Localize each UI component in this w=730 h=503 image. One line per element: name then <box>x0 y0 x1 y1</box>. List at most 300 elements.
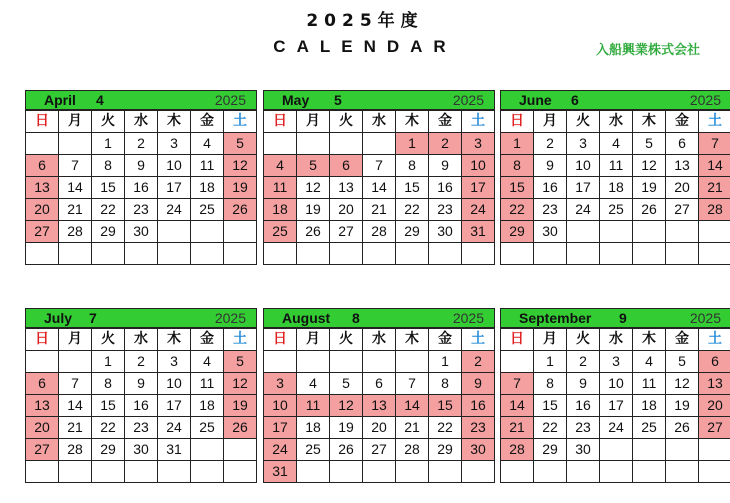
day-cell: 14 <box>59 177 92 199</box>
day-cell: 6 <box>363 373 396 395</box>
week-row <box>264 177 495 199</box>
day-cell: 23 <box>429 199 462 221</box>
day-cell: 16 <box>125 177 158 199</box>
weekday-label: 金 <box>666 111 699 133</box>
day-cell: 27 <box>330 221 363 243</box>
day-cell: 26 <box>633 199 666 221</box>
day-cell: 20 <box>26 417 59 439</box>
day-cell: 3 <box>600 351 633 373</box>
weekday-label: 土 <box>699 329 730 351</box>
month-name: September <box>519 310 592 326</box>
day-cell: 29 <box>396 221 429 243</box>
day-cell: 17 <box>600 395 633 417</box>
weekday-row <box>501 329 730 351</box>
empty-cell <box>158 221 191 243</box>
day-cell: 7 <box>699 133 730 155</box>
month-header <box>263 90 495 110</box>
day-cell: 26 <box>224 199 257 221</box>
day-cell: 1 <box>92 133 125 155</box>
day-cell: 21 <box>501 417 534 439</box>
empty-cell <box>666 461 699 483</box>
day-cell: 15 <box>92 177 125 199</box>
day-cell: 30 <box>462 439 495 461</box>
weekday-label: 火 <box>567 111 600 133</box>
company-name: 入船興業株式会社 <box>595 43 700 58</box>
empty-cell <box>191 221 224 243</box>
weekday-label: 水 <box>600 111 633 133</box>
day-cell: 5 <box>666 351 699 373</box>
day-cell: 26 <box>666 417 699 439</box>
empty-cell <box>633 221 666 243</box>
week-row <box>501 417 730 439</box>
day-cell: 3 <box>462 133 495 155</box>
empty-cell <box>396 461 429 483</box>
empty-cell <box>264 351 297 373</box>
day-cell: 29 <box>429 439 462 461</box>
empty-cell <box>462 461 495 483</box>
weekday-label: 火 <box>330 111 363 133</box>
week-row <box>26 133 257 155</box>
weekday-label: 土 <box>699 111 730 133</box>
weekday-label: 木 <box>396 329 429 351</box>
month-grid <box>500 110 730 265</box>
week-row <box>501 243 730 265</box>
week-row <box>501 351 730 373</box>
day-cell: 9 <box>462 373 495 395</box>
day-cell: 2 <box>567 351 600 373</box>
day-cell: 5 <box>633 133 666 155</box>
week-row <box>26 395 257 417</box>
week-row <box>26 417 257 439</box>
day-cell: 24 <box>567 199 600 221</box>
day-cell: 23 <box>125 199 158 221</box>
week-row <box>264 417 495 439</box>
week-row <box>26 461 257 483</box>
day-cell: 14 <box>363 177 396 199</box>
day-cell: 18 <box>191 395 224 417</box>
day-cell: 30 <box>534 221 567 243</box>
month-august <box>263 308 495 483</box>
day-cell: 13 <box>666 155 699 177</box>
weekday-label: 金 <box>429 111 462 133</box>
day-cell: 29 <box>534 439 567 461</box>
day-cell: 3 <box>567 133 600 155</box>
day-cell: 19 <box>633 177 666 199</box>
day-cell: 16 <box>534 177 567 199</box>
day-cell: 28 <box>59 221 92 243</box>
week-row <box>501 395 730 417</box>
day-cell: 9 <box>125 155 158 177</box>
day-cell: 12 <box>633 155 666 177</box>
empty-cell <box>429 243 462 265</box>
empty-cell <box>600 221 633 243</box>
day-cell: 23 <box>534 199 567 221</box>
empty-cell <box>501 351 534 373</box>
day-cell: 22 <box>396 199 429 221</box>
empty-cell <box>501 461 534 483</box>
day-cell: 27 <box>26 221 59 243</box>
empty-cell <box>666 243 699 265</box>
day-cell: 19 <box>330 417 363 439</box>
weekday-label: 火 <box>92 329 125 351</box>
empty-cell <box>330 133 363 155</box>
weekday-label: 木 <box>158 329 191 351</box>
day-cell: 29 <box>92 221 125 243</box>
day-cell: 24 <box>158 417 191 439</box>
day-cell: 12 <box>224 373 257 395</box>
day-cell: 19 <box>224 177 257 199</box>
day-cell: 24 <box>462 199 495 221</box>
month-grid <box>500 328 730 483</box>
day-cell: 13 <box>699 373 730 395</box>
day-cell: 18 <box>633 395 666 417</box>
week-row <box>501 221 730 243</box>
day-cell: 15 <box>92 395 125 417</box>
weekday-label: 月 <box>534 329 567 351</box>
day-cell: 27 <box>26 439 59 461</box>
day-cell: 16 <box>462 395 495 417</box>
day-cell: 2 <box>125 351 158 373</box>
empty-cell <box>666 439 699 461</box>
day-cell: 28 <box>501 439 534 461</box>
month-number: 9 <box>619 310 627 326</box>
day-cell: 21 <box>699 177 730 199</box>
month-year: 2025 <box>689 92 721 108</box>
week-row <box>264 221 495 243</box>
empty-cell <box>567 221 600 243</box>
day-cell: 14 <box>396 395 429 417</box>
month-july <box>25 308 257 483</box>
empty-cell <box>363 133 396 155</box>
day-cell: 3 <box>158 133 191 155</box>
day-cell: 21 <box>59 199 92 221</box>
day-cell: 20 <box>330 199 363 221</box>
day-cell: 7 <box>59 373 92 395</box>
day-cell: 11 <box>191 155 224 177</box>
day-cell: 23 <box>125 417 158 439</box>
empty-cell <box>125 243 158 265</box>
empty-cell <box>59 351 92 373</box>
weekday-label: 日 <box>264 111 297 133</box>
weekday-label: 木 <box>633 329 666 351</box>
day-cell: 12 <box>297 177 330 199</box>
empty-cell <box>92 243 125 265</box>
weekday-label: 水 <box>363 329 396 351</box>
day-cell: 8 <box>429 373 462 395</box>
day-cell: 25 <box>297 439 330 461</box>
day-cell: 15 <box>429 395 462 417</box>
day-cell: 21 <box>396 417 429 439</box>
day-cell: 16 <box>429 177 462 199</box>
day-cell: 11 <box>264 177 297 199</box>
empty-cell <box>600 461 633 483</box>
week-row <box>26 243 257 265</box>
day-cell: 4 <box>264 155 297 177</box>
day-cell: 31 <box>264 461 297 483</box>
day-cell: 28 <box>699 199 730 221</box>
month-header <box>25 90 257 110</box>
day-cell: 23 <box>567 417 600 439</box>
day-cell: 18 <box>191 177 224 199</box>
day-cell: 25 <box>600 199 633 221</box>
day-cell: 26 <box>330 439 363 461</box>
day-cell: 22 <box>534 417 567 439</box>
day-cell: 1 <box>92 351 125 373</box>
month-june <box>500 90 730 265</box>
month-number: 6 <box>571 92 579 108</box>
day-cell: 5 <box>330 373 363 395</box>
month-header <box>500 90 730 110</box>
day-cell: 26 <box>224 417 257 439</box>
day-cell: 28 <box>396 439 429 461</box>
week-row <box>501 133 730 155</box>
day-cell: 26 <box>297 221 330 243</box>
day-cell: 17 <box>462 177 495 199</box>
weekday-label: 水 <box>125 111 158 133</box>
day-cell: 20 <box>26 199 59 221</box>
week-row <box>264 461 495 483</box>
day-cell: 10 <box>462 155 495 177</box>
day-cell: 23 <box>462 417 495 439</box>
day-cell: 14 <box>699 155 730 177</box>
month-name: June <box>519 92 552 108</box>
day-cell: 5 <box>224 351 257 373</box>
day-cell: 1 <box>396 133 429 155</box>
day-cell: 1 <box>534 351 567 373</box>
day-cell: 30 <box>567 439 600 461</box>
day-cell: 27 <box>363 439 396 461</box>
day-cell: 30 <box>125 439 158 461</box>
empty-cell <box>633 461 666 483</box>
empty-cell <box>429 461 462 483</box>
weekday-label: 月 <box>297 111 330 133</box>
month-year: 2025 <box>214 310 246 326</box>
day-cell: 13 <box>363 395 396 417</box>
day-cell: 22 <box>501 199 534 221</box>
day-cell: 24 <box>600 417 633 439</box>
day-cell: 10 <box>264 395 297 417</box>
empty-cell <box>26 351 59 373</box>
weekday-label: 木 <box>633 111 666 133</box>
week-row <box>264 351 495 373</box>
empty-cell <box>396 351 429 373</box>
month-header <box>25 308 257 328</box>
day-cell: 7 <box>363 155 396 177</box>
day-cell: 7 <box>501 373 534 395</box>
month-year: 2025 <box>214 92 246 108</box>
week-row <box>264 439 495 461</box>
day-cell: 25 <box>264 221 297 243</box>
weekday-row <box>264 329 495 351</box>
day-cell: 30 <box>429 221 462 243</box>
empty-cell <box>699 439 730 461</box>
day-cell: 1 <box>429 351 462 373</box>
month-number: 7 <box>89 310 97 326</box>
weekday-label: 日 <box>501 111 534 133</box>
empty-cell <box>264 243 297 265</box>
empty-cell <box>297 133 330 155</box>
empty-cell <box>59 461 92 483</box>
weekday-label: 月 <box>297 329 330 351</box>
day-cell: 17 <box>158 177 191 199</box>
day-cell: 22 <box>92 417 125 439</box>
day-cell: 14 <box>59 395 92 417</box>
day-cell: 12 <box>224 155 257 177</box>
empty-cell <box>158 461 191 483</box>
day-cell: 27 <box>699 417 730 439</box>
empty-cell <box>224 439 257 461</box>
day-cell: 3 <box>264 373 297 395</box>
week-row <box>26 199 257 221</box>
week-row <box>501 439 730 461</box>
empty-cell <box>699 221 730 243</box>
weekday-label: 金 <box>191 329 224 351</box>
weekday-label: 水 <box>363 111 396 133</box>
day-cell: 8 <box>396 155 429 177</box>
empty-cell <box>363 461 396 483</box>
empty-cell <box>600 439 633 461</box>
day-cell: 1 <box>501 133 534 155</box>
empty-cell <box>297 461 330 483</box>
weekday-label: 日 <box>26 111 59 133</box>
month-name: April <box>44 92 76 108</box>
day-cell: 4 <box>191 133 224 155</box>
day-cell: 29 <box>501 221 534 243</box>
day-cell: 28 <box>59 439 92 461</box>
empty-cell <box>363 243 396 265</box>
day-cell: 21 <box>59 417 92 439</box>
day-cell: 27 <box>666 199 699 221</box>
month-name: May <box>282 92 310 108</box>
empty-cell <box>633 243 666 265</box>
empty-cell <box>462 243 495 265</box>
day-cell: 12 <box>330 395 363 417</box>
day-cell: 31 <box>462 221 495 243</box>
day-cell: 16 <box>125 395 158 417</box>
day-cell: 10 <box>158 155 191 177</box>
day-cell: 6 <box>26 155 59 177</box>
day-cell: 9 <box>429 155 462 177</box>
day-cell: 17 <box>567 177 600 199</box>
day-cell: 20 <box>363 417 396 439</box>
week-row <box>501 199 730 221</box>
day-cell: 10 <box>600 373 633 395</box>
day-cell: 8 <box>501 155 534 177</box>
week-row <box>501 461 730 483</box>
day-cell: 20 <box>666 177 699 199</box>
day-cell: 22 <box>429 417 462 439</box>
empty-cell <box>330 351 363 373</box>
empty-cell <box>92 461 125 483</box>
empty-cell <box>501 243 534 265</box>
day-cell: 11 <box>600 155 633 177</box>
empty-cell <box>666 221 699 243</box>
week-row <box>26 373 257 395</box>
empty-cell <box>699 243 730 265</box>
day-cell: 4 <box>633 351 666 373</box>
empty-cell <box>191 243 224 265</box>
day-cell: 19 <box>224 395 257 417</box>
empty-cell <box>567 461 600 483</box>
week-row <box>501 155 730 177</box>
year-title: 2025年度 <box>306 11 424 31</box>
day-cell: 2 <box>429 133 462 155</box>
weekday-label: 水 <box>125 329 158 351</box>
empty-cell <box>699 461 730 483</box>
month-header <box>263 308 495 328</box>
day-cell: 8 <box>92 155 125 177</box>
weekday-label: 火 <box>567 329 600 351</box>
empty-cell <box>633 439 666 461</box>
day-cell: 17 <box>158 395 191 417</box>
weekday-label: 金 <box>429 329 462 351</box>
day-cell: 15 <box>396 177 429 199</box>
weekday-label: 木 <box>158 111 191 133</box>
weekday-label: 月 <box>59 329 92 351</box>
day-cell: 6 <box>330 155 363 177</box>
weekday-label: 金 <box>191 111 224 133</box>
empty-cell <box>224 243 257 265</box>
day-cell: 13 <box>26 395 59 417</box>
day-cell: 15 <box>534 395 567 417</box>
empty-cell <box>26 461 59 483</box>
empty-cell <box>26 133 59 155</box>
month-grid <box>263 110 495 265</box>
empty-cell <box>264 133 297 155</box>
week-row <box>264 155 495 177</box>
month-grid <box>25 328 257 483</box>
day-cell: 8 <box>534 373 567 395</box>
day-cell: 18 <box>297 417 330 439</box>
week-row <box>26 155 257 177</box>
day-cell: 18 <box>600 177 633 199</box>
empty-cell <box>191 461 224 483</box>
month-number: 4 <box>96 92 104 108</box>
weekday-label: 月 <box>534 111 567 133</box>
day-cell: 2 <box>534 133 567 155</box>
weekday-label: 火 <box>330 329 363 351</box>
weekday-label: 木 <box>396 111 429 133</box>
month-grid <box>25 110 257 265</box>
empty-cell <box>534 243 567 265</box>
day-cell: 18 <box>264 199 297 221</box>
day-cell: 4 <box>191 351 224 373</box>
weekday-label: 土 <box>462 329 495 351</box>
day-cell: 3 <box>158 351 191 373</box>
weekday-label: 土 <box>462 111 495 133</box>
day-cell: 2 <box>462 351 495 373</box>
day-cell: 8 <box>92 373 125 395</box>
week-row <box>501 373 730 395</box>
empty-cell <box>59 133 92 155</box>
day-cell: 13 <box>26 177 59 199</box>
month-grid <box>263 328 495 483</box>
week-row <box>26 177 257 199</box>
month-name: July <box>44 310 73 326</box>
weekday-label: 土 <box>224 111 257 133</box>
day-cell: 17 <box>264 417 297 439</box>
day-cell: 10 <box>158 373 191 395</box>
weekday-label: 日 <box>501 329 534 351</box>
day-cell: 5 <box>224 133 257 155</box>
day-cell: 28 <box>363 221 396 243</box>
day-cell: 31 <box>158 439 191 461</box>
day-cell: 4 <box>600 133 633 155</box>
day-cell: 25 <box>633 417 666 439</box>
day-cell: 13 <box>330 177 363 199</box>
week-row <box>26 439 257 461</box>
day-cell: 21 <box>363 199 396 221</box>
